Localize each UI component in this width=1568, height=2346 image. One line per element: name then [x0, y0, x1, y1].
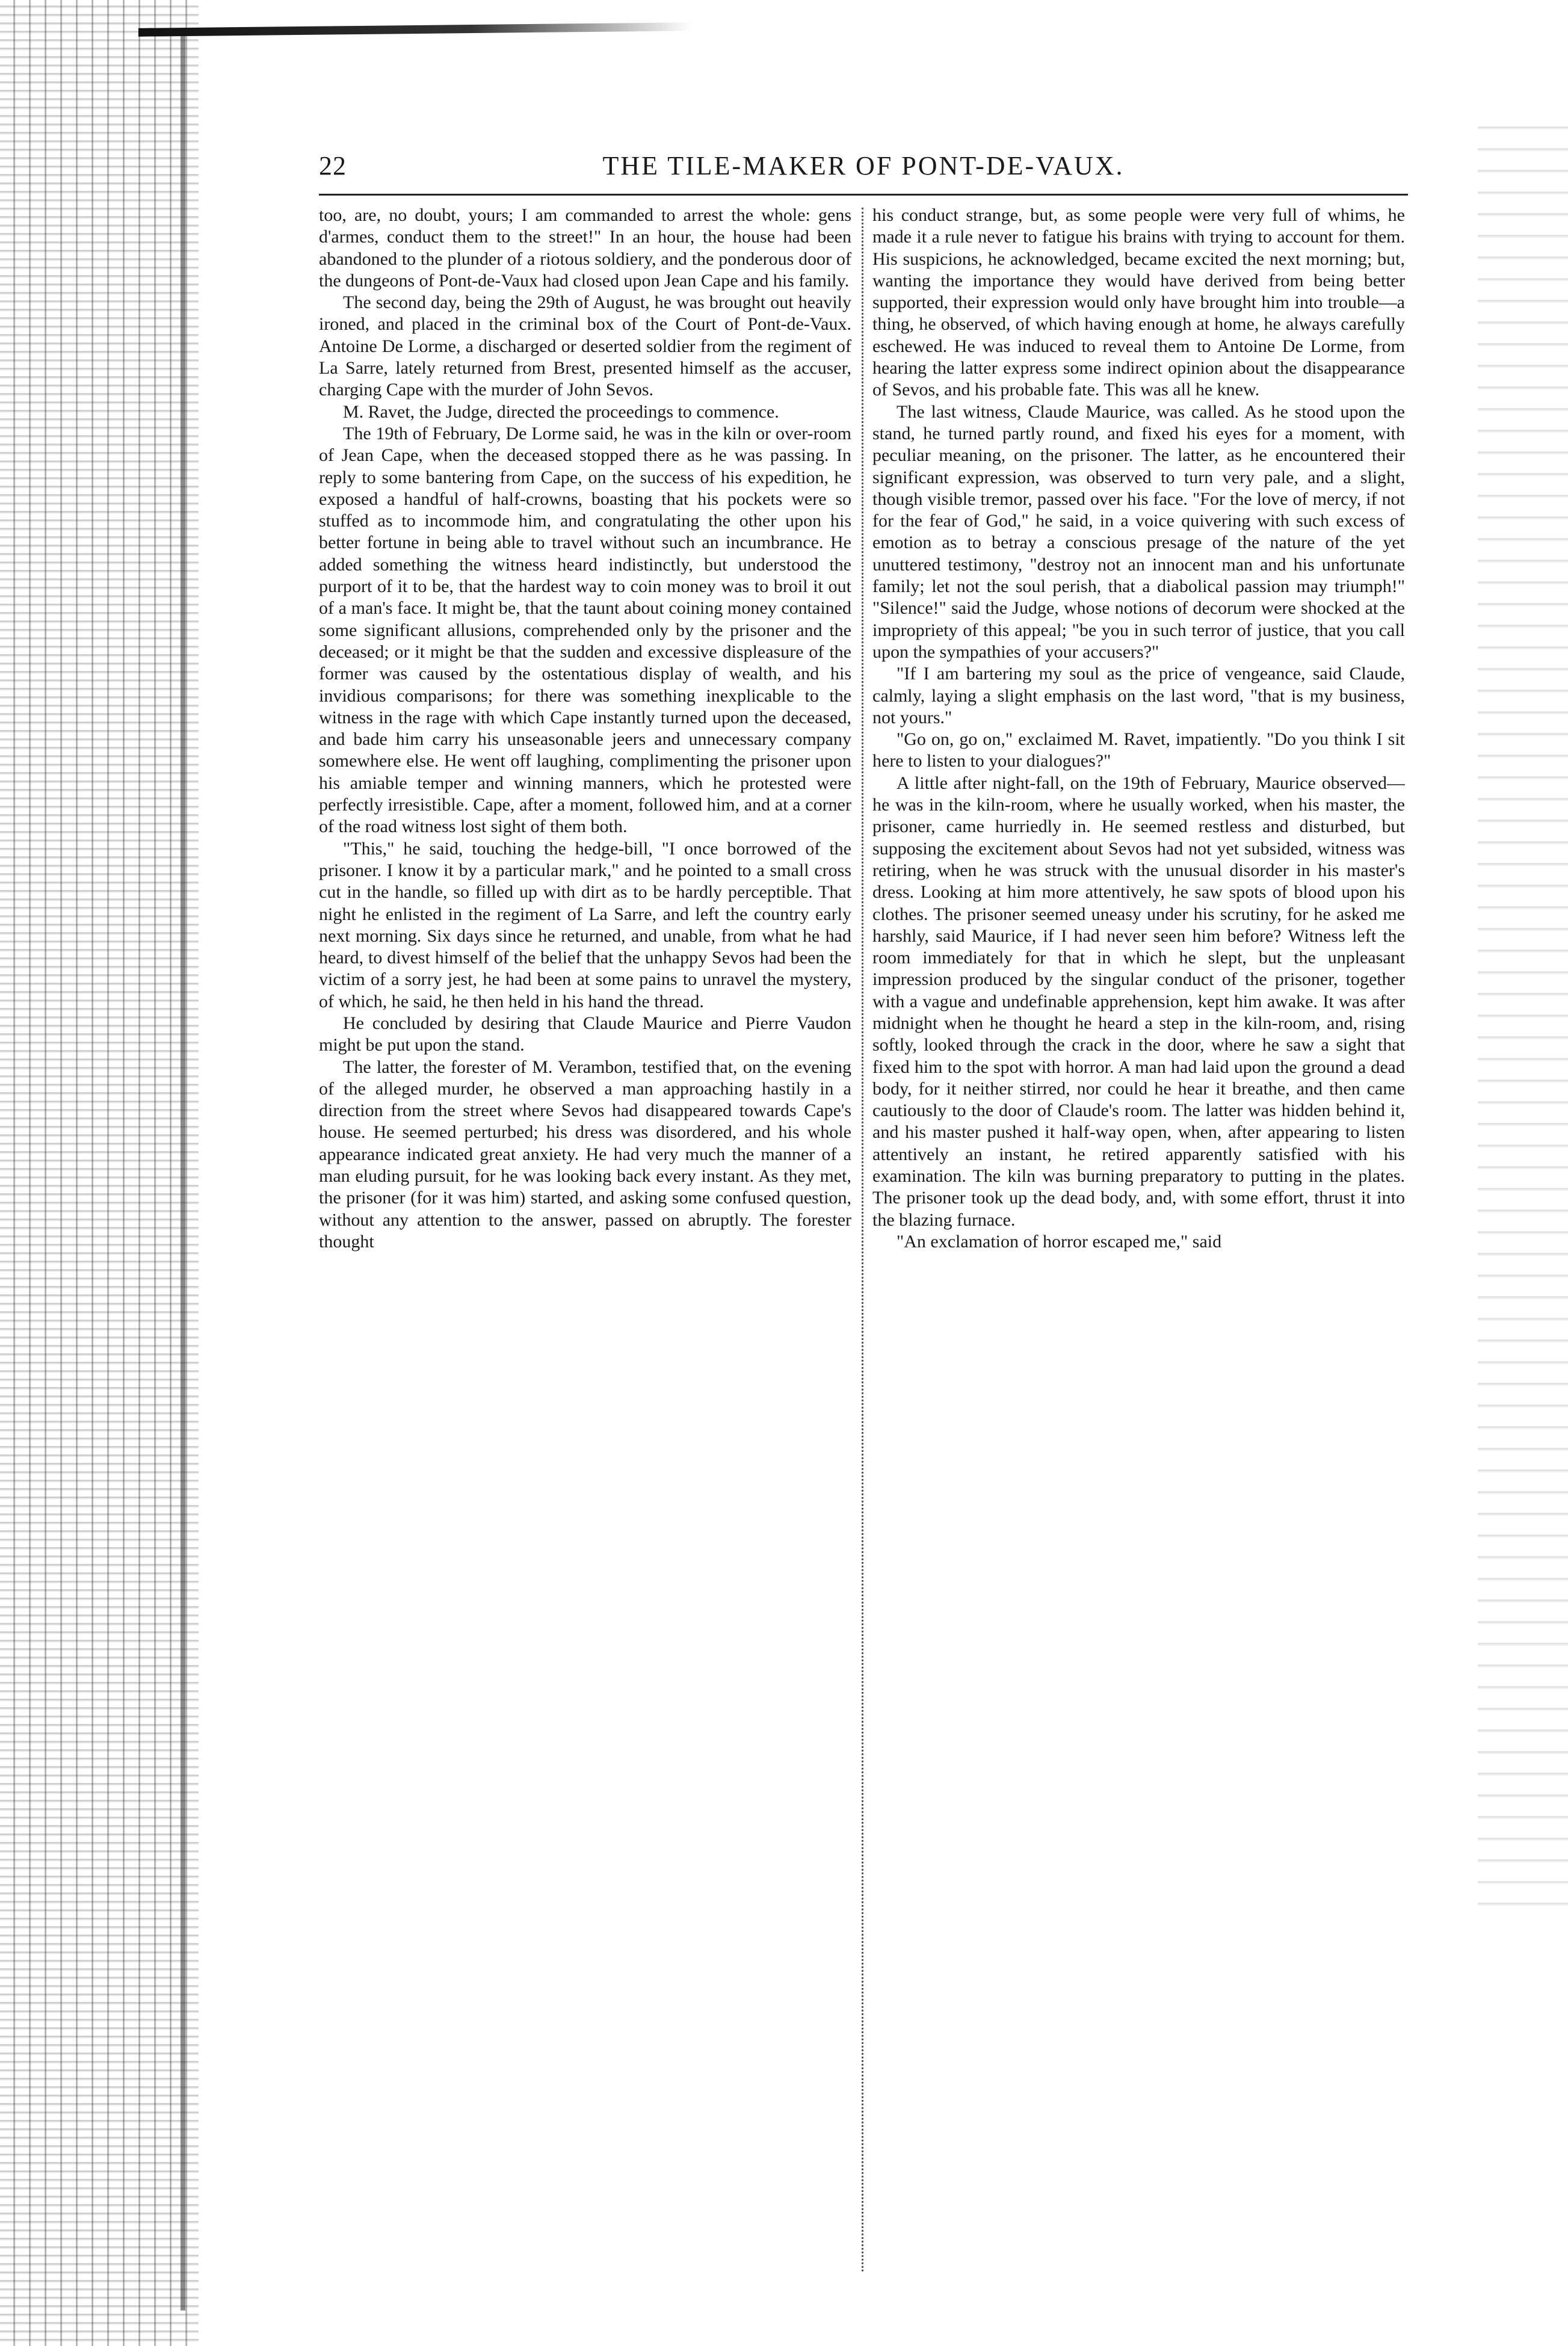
paragraph: The last witness, Claude Maurice, was called. As he stood upon the stand, he turned partly round, and fixed his eyes for a moment, with peculiar meaning, on the prisoner. The latter, as he encountered their significant expression, was observed to turn very pale, and a slight, though visible tremor, passed over his face. "For the love of mercy, if not for the fear of God," he said, in a voice quivering with such excess of emotion as to betray a conscious presage of the nature of the yet unuttered testimony, "destroy not an innocent man and his unfortunate family; let not the soul perish, that a diabolical passion may triumph!" "Silence!" said the Judge, whose notions of decorum were shocked at the impropriety of this appeal; "be you in such terror of justice, that you call upon the sympathies of your accusers?": [872, 401, 1405, 662]
header-rule: [319, 194, 1408, 196]
page-number: 22: [319, 151, 347, 181]
paragraph: too, are, no doubt, yours; I am commanded to arrest the whole: gens d'armes, conduct them to the street!" In an hour, the house had been abandoned to the plunder of a riotous soldiery, and the ponderous door of the dungeons of Pont-de-Vaux had closed upon Jean Cape and his family.: [319, 205, 851, 291]
right-column: [872, 205, 1405, 2274]
paragraph: "If I am bartering my soul as the price of vengeance, said Claude, calmly, laying a slight emphasis on the last word, "that is my business, not yours.": [872, 664, 1405, 727]
page-binding-edge: [0, 0, 199, 2346]
column-divider: [862, 208, 863, 2271]
paragraph: The second day, being the 29th of August, he was brought out heavily ironed, and placed in the criminal box of the Court of Pont-de-Vaux. Antoine De Lorme, a discharged or deserted soldier from the regiment of La Sarre, lately returned from Brest, presented himself as the accuser, charging Cape with the murder of John Sevos.: [319, 292, 851, 400]
left-column: [319, 205, 851, 2274]
paragraph: He concluded by desiring that Claude Maurice and Pierre Vaudon might be put upon the stand.: [319, 1013, 851, 1055]
paragraph: A little after night-fall, on the 19th of February, Maurice observed—he was in the kiln-room, where he usually worked, when his master, the prisoner, came hurriedly in. He seemed restless and disturbed, but supposing the excitement about Sevos had not yet subsided, witness was retiring, when he was struck with the unusual disorder in his master's dress. Looking at him more attentively, he saw spots of blood upon his clothes. The prisoner seemed uneasy under his scrutiny, for he asked me harshly, said Maurice, if I had never seen him before? Witness left the room immediately for that in which he slept, but the unpleasant impression produced by the singular conduct of the prisoner, together with a vague and undefinable apprehension, kept him awake. It was after midnight when he thought he heard a step in the kiln-room, and, rising softly, looked through the crack in the door, where he saw a sight that fixed him to the spot with horror. A man had laid upon the ground a dead body, for it neither stirred, nor could he hear it breathe, and then came cautiously to the door of Claude's room. The latter was hidden behind it, and his master pushed it half-way open, when, after appearing to listen attentively an instant, he retired apparently satisfied with his examination. The kiln was burning preparatory to putting in the plates. The prisoner took up the dead body, and, with some effort, thrust it into the blazing furnace.: [872, 773, 1405, 1230]
paragraph: his conduct strange, but, as some people were very full of whims, he made it a rule never to fatigue his brains with trying to account for them. His suspicions, he acknowledged, became excited the next morning; but, wanting the importance they would have derived from being better supported, their expression would only have brought him into trouble—a thing, he observed, of which having enough at home, he always carefully eschewed. He was induced to reveal them to Antoine De Lorme, from hearing the latter express some indirect opinion about the disappearance of Sevos, and his probable fate. This was all he knew.: [872, 205, 1405, 400]
paragraph: The latter, the forester of M. Verambon, testified that, on the evening of the alleged murder, he observed a man approaching hastily in a direction from the street where Sevos had disappeared towards Cape's house. He seemed perturbed; his dress was disordered, and his whole appearance indicated great anxiety. He had very much the manner of a man eluding pursuit, for he was looking back every instant. As they met, the prisoner (for it was him) started, and asking some confused question, without any attention to the answer, passed on abruptly. The forester thought: [319, 1057, 851, 1252]
paragraph: The 19th of February, De Lorme said, he was in the kiln or over-room of Jean Cape, when the deceased stopped there as he was passing. In reply to some bantering from Cape, on the success of his expedition, he exposed a handful of half-crowns, boasting that his pockets were so stuffed as to incommode him, and congratulating the other upon his better fortune in being able to travel without such an incumbrance. He added something the witness heard indistinctly, but understood the purport of it to be, that the hardest way to coin money was to broil it out of a man's face. It might be, that the taunt about coining money contained some significant allusions, comprehended only by the prisoner and the deceased; or it might be that the sudden and excessive displeasure of the former was caused by the ostentatious display of wealth, and his invidious comparisons; for there was something inexplicable to the witness in the rage with which Cape instantly turned upon the deceased, and bade him carry his unseasonable jeers and unnecessary company somewhere else. He went off laughing, complimenting the prisoner upon his amiable temper and winning manners, which he protested were perfectly irresistible. Cape, after a moment, followed him, and at a corner of the road witness lost sight of them both.: [319, 423, 851, 837]
binding-shadow: [181, 36, 185, 2311]
right-page-edge: [1478, 108, 1568, 1913]
paragraph: M. Ravet, the Judge, directed the proceedings to commence.: [343, 401, 779, 422]
paragraph: "This," he said, touching the hedge-bill, "I once borrowed of the prisoner. I know it by a particular mark," and he pointed to a small cross cut in the handle, so filled up with dirt as to be hardly perceptible. That night he enlisted in the regiment of La Sarre, and left the country early next morning. Six days since he returned, and unable, from what he had heard, to divest himself of the belief that the unhappy Sevos had been the victim of a sorry jest, he had been at some pains to unravel the mystery, of which, he said, he then held in his hand the thread.: [319, 838, 851, 1011]
paragraph: "Go on, go on," exclaimed M. Ravet, impatiently. "Do you think I sit here to listen to your dialogues?": [872, 729, 1405, 771]
page-header: [319, 150, 1408, 193]
running-title: THE TILE-MAKER OF PONT-DE-VAUX.: [602, 151, 1125, 181]
top-edge-mark: [138, 22, 692, 37]
paragraph: "An exclamation of horror escaped me," said: [897, 1231, 1222, 1252]
